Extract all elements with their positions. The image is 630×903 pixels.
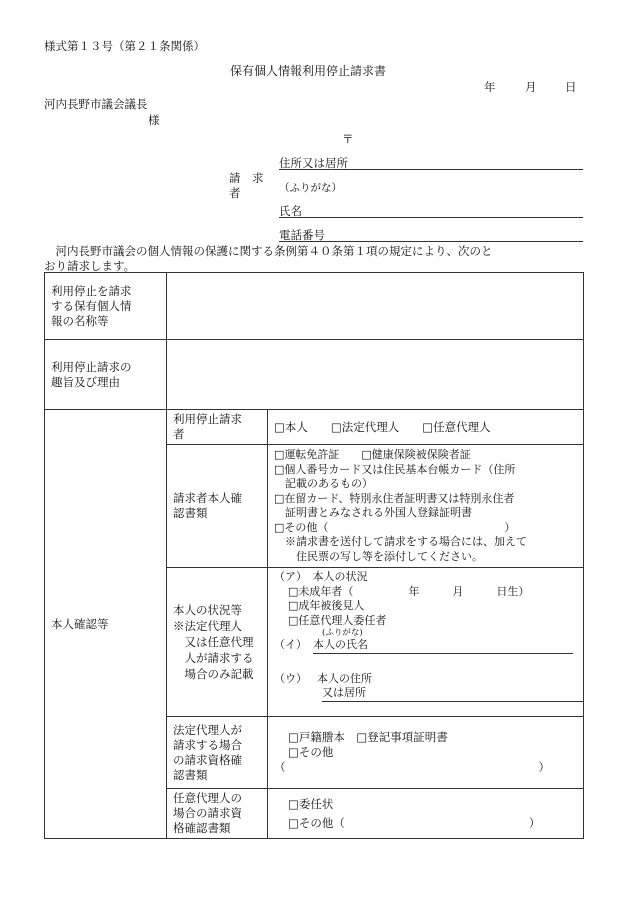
phone-field[interactable]: [279, 227, 583, 242]
date-year: 年: [484, 80, 496, 94]
docs-label: 請求者本人確 認書類: [167, 445, 268, 568]
postal-mark: 〒: [342, 132, 354, 146]
intro-line-2: おり請求します。: [44, 259, 136, 273]
requester-type-options[interactable]: □本人 □法定代理人 □任意代理人: [268, 410, 584, 445]
furigana-label: （ふりがな）: [279, 182, 342, 194]
subject-address-field[interactable]: 又は居所: [322, 686, 584, 702]
voluntary-docs-options[interactable]: □委任状 □その他（ ）: [268, 789, 584, 839]
form-title: 保有個人情報利用停止請求書: [230, 64, 387, 78]
legal-docs-options[interactable]: □戸籍謄本 □登記事項証明書 □その他 （ ）: [268, 717, 584, 789]
address-label: 住所又は居所: [279, 156, 348, 170]
requester-label-1: 請 求: [229, 171, 264, 185]
date-day: 日: [565, 80, 577, 94]
addressee-honorific: 様: [148, 113, 160, 127]
voluntary-docs-label: 任意代理人の 場合の請求資 格確認書類: [167, 789, 268, 839]
date-month: 月: [525, 80, 537, 94]
status-label: 本人の状況等 ※法定代理人 又は任意代理 人が請求する 場合のみ記載: [167, 568, 268, 717]
subject-name-field[interactable]: 本人の氏名: [313, 638, 573, 654]
reason-field[interactable]: [167, 340, 584, 410]
requester-label-2: 者: [229, 186, 241, 200]
requester-type-label: 利用停止請求 者: [167, 410, 268, 445]
phone-label: 電話番号: [279, 228, 325, 242]
target-info-label: 利用停止を請求 する保有個人情 報の名称等: [45, 273, 167, 340]
legal-docs-label: 法定代理人が 請求する場合 の請求資格確 認書類: [167, 717, 268, 789]
name-label: 氏名: [279, 204, 302, 218]
status-content[interactable]: （ア） 本人の状況 □未成年者（ 年 月 日生） □成年被後見人 □任意代理人委任者 (ふりがな) （イ） 本人の氏名 （ウ） 本人の住所 又は居所: [268, 568, 584, 717]
address-field[interactable]: [279, 155, 583, 170]
addressee: 河内長野市議会議長: [44, 97, 148, 111]
request-table: [44, 272, 584, 839]
name-field[interactable]: [279, 203, 583, 218]
identity-label: 本人確認等: [45, 410, 167, 839]
target-info-field[interactable]: [167, 273, 584, 340]
intro-line-1: 河内長野市議会の個人情報の保護に関する条例第４０条第１項の規定により、次のと: [44, 244, 493, 258]
docs-options[interactable]: □運転免許証 □健康保険被保険者証 □個人番号カード又は住民基本台帳カード（住所 記載のあるもの） □在留カード、特別永住者証明書又は特別永住者 証明書とみなされる外国人登録証明書 □その他（ ） ※請求書を送付して請求をする場合には、加えて 住民票の写し等を添付してください。: [268, 445, 584, 568]
reason-label: 利用停止請求の 趣旨及び理由: [45, 340, 167, 410]
form-number: 様式第１３号（第２１条関係）: [44, 39, 205, 53]
